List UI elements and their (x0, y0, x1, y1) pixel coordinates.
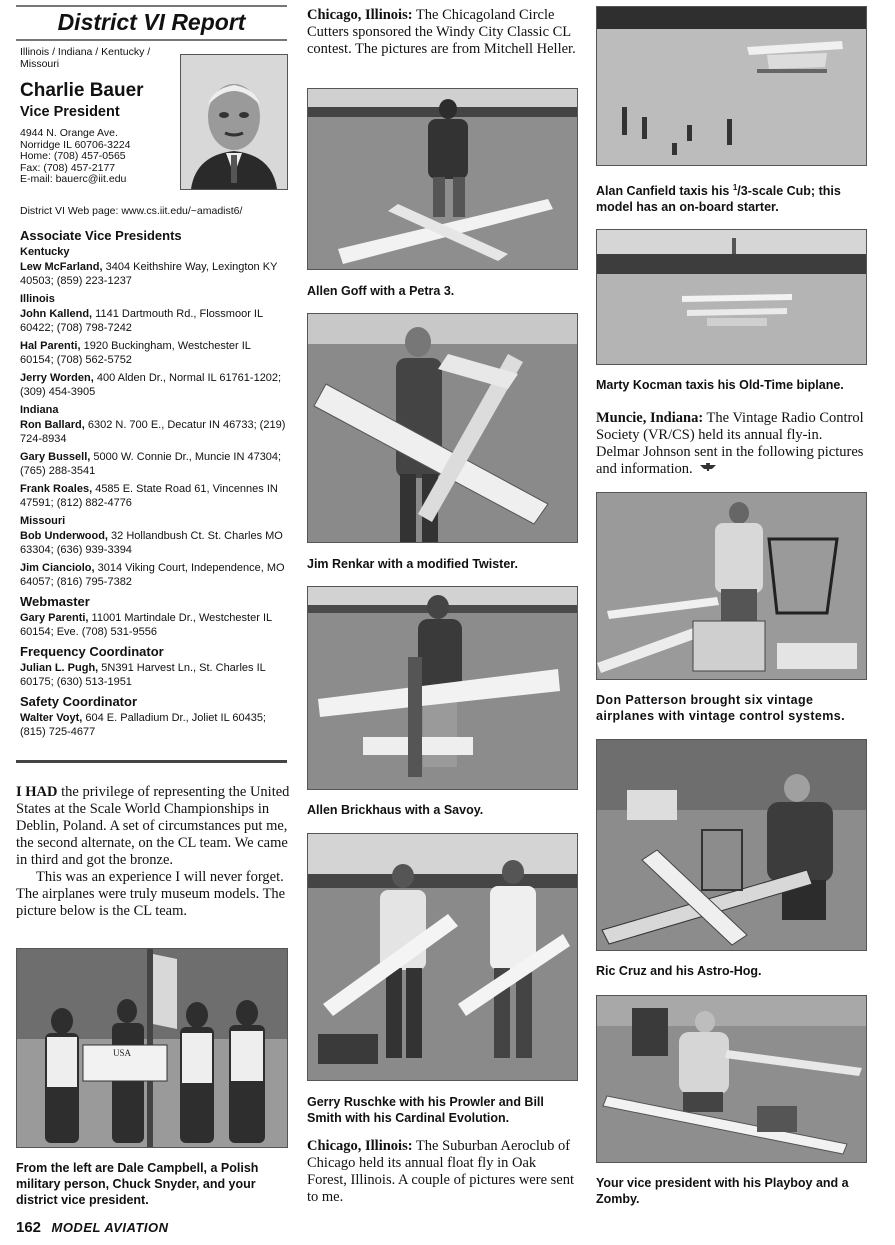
canfield-cub-photo (596, 6, 867, 166)
officer-entry: Gary Bussell, 5000 W. Connie Dr., Muncie IN 47304; (765) 288-3541 (20, 451, 282, 477)
caption-cl-team: From the left are Dale Campbell, a Polish military person, Chuck Snyder, and your district vice president. (16, 1161, 259, 1207)
officer-entry: Ron Ballard, 6302 N. 700 E., Decatur IN 46733; (219) 724-8934 (20, 419, 286, 445)
ruschke-smith-photo (307, 833, 578, 1081)
page-number: 162 (16, 1219, 42, 1236)
suburban-aeroclub-text: Chicago, Illinois: The Suburban Aeroclub of Chicago held its annual float fly in Oak Forest, Illinois. A couple of pictures were sent to me. (307, 1138, 574, 1205)
state-heading-indiana: Indiana (20, 404, 59, 416)
officer-entry: Hal Parenti, 1920 Buckingham, Westchester IL 60154; (708) 562-5752 (20, 340, 251, 366)
playboy-zomby-photo (596, 995, 867, 1163)
intro-text (16, 784, 290, 920)
patterson-photo (596, 492, 867, 680)
brickhaus-photo (307, 586, 578, 790)
state-heading-kentucky: Kentucky (20, 246, 70, 258)
safety-heading: Safety Coordinator (20, 694, 138, 709)
vp-address-line2: Norridge IL 60706-3224 (20, 138, 131, 151)
caption-goff: Allen Goff with a Petra 3. (307, 284, 455, 298)
district-states: Illinois / Indiana / Kentucky / Missouri (20, 46, 151, 70)
caption-cruz: Ric Cruz and his Astro-Hog. (596, 964, 762, 978)
officer-entry: Lew McFarland, 3404 Keithshire Way, Lexington KY 40503; (859) 223-1237 (20, 261, 278, 287)
renkar-photo (307, 313, 578, 543)
caption-ruschke-smith: Gerry Ruschke with his Prowler and Bill Smith with his Cardinal Evolution. (307, 1095, 544, 1125)
ama-logo-icon (700, 459, 716, 467)
goff-photo (307, 88, 578, 270)
officer-roster (20, 226, 286, 744)
caption-kocman: Marty Kocman taxis his Old-Time biplane. (596, 378, 844, 392)
webmaster-entry: Gary Parenti, 11001 Martindale Dr., Westchester IL 60154; Eve. (708) 531-9556 (20, 612, 272, 638)
vp-address-line1: 4944 N. Orange Ave. (20, 127, 118, 139)
vp-fax: Fax: (708) 457-2177 (20, 161, 116, 174)
report-title-box (16, 5, 287, 41)
vp-email[interactable]: E-mail: bauerc@iit.edu (20, 173, 127, 185)
officer-entry: Jim Cianciolo, 3014 Viking Court, Independence, MO 64057; (816) 795-7382 (20, 562, 285, 588)
intro-paragraph-2: This was an experience I will never forget. The airplanes were truly museum models. The picture below is the CL team. (16, 869, 286, 919)
cl-team-photo (16, 948, 288, 1148)
page-footer (16, 1219, 169, 1237)
chicago-circle-cutters-text: Chicago, Illinois: The Chicagoland Circle Cutters sponsored the Windy City Classic CL contest. The pictures are from Mitchell Heller. (307, 7, 576, 57)
frequency-entry: Julian L. Pugh, 5N391 Harvest Ln., St. Charles IL 60175; (630) 513-1951 (20, 662, 266, 688)
caption-renkar: Jim Renkar with a modified Twister. (307, 557, 518, 571)
kocman-biplane-photo (596, 229, 867, 365)
officer-entry: John Kallend, 1141 Dartmouth Rd., Flossmoor IL 60422; (708) 798-7242 (20, 308, 263, 334)
caption-brickhaus: Allen Brickhaus with a Savoy. (307, 803, 484, 817)
district-web-page[interactable]: District VI Web page: www.cs.iit.edu/~amadist6/ (20, 205, 243, 217)
cruz-astro-hog-photo (596, 739, 867, 951)
officer-entry: Jerry Worden, 400 Alden Dr., Normal IL 61761-1202; (309) 454-3905 (20, 372, 282, 398)
column-divider (16, 760, 287, 763)
intro-paragraph-1: I HAD the privilege of representing the United States at the Scale World Championships in Deblin, Poland. A set of circumstances put me, the second alternate, on the CL team. We came in third and got the bronze. (16, 784, 290, 868)
vp-role: Vice President (20, 104, 120, 120)
flag-sign-label: USA (113, 1048, 132, 1058)
caption-playboy-zomby: Your vice president with his Playboy and a Zomby. (596, 1176, 849, 1206)
state-heading-illinois: Illinois (20, 293, 55, 305)
state-heading-missouri: Missouri (20, 515, 66, 527)
caption-canfield: Alan Canfield taxis his $^1$/3-scale Cub; this model has an on-board starter. (596, 183, 841, 215)
safety-entry: Walter Voyt, 604 E. Palladium Dr., Joliet IL 60435; (815) 725-4677 (20, 712, 266, 738)
vp-home-phone: Home: (708) 457-0565 (20, 150, 126, 162)
magazine-name: MODEL AVIATION (51, 1220, 169, 1235)
officer-entry: Frank Roales, 4585 E. State Road 61, Vincennes IN 47591; (812) 882-4776 (20, 483, 278, 509)
frequency-heading: Frequency Coordinator (20, 644, 164, 659)
report-title: District VI Report (57, 9, 246, 35)
vp-portrait-photo (180, 54, 288, 190)
muncie-vrcs-text: Muncie, Indiana: The Vintage Radio Control Society (VR/CS) held its annual fly-in. Delmar Johnson sent in the following pictures and information. (596, 410, 864, 477)
caption-patterson: Don Patterson brought six vintage airplanes with vintage control systems. (596, 693, 846, 723)
vp-name: Charlie Bauer (20, 80, 144, 101)
webmaster-heading: Webmaster (20, 594, 90, 609)
associate-vp-heading: Associate Vice Presidents (20, 228, 182, 243)
officer-entry: Bob Underwood, 32 Hollandbush Ct. St. Charles MO 63304; (636) 939-3394 (20, 530, 283, 556)
vp-contact (20, 128, 131, 186)
